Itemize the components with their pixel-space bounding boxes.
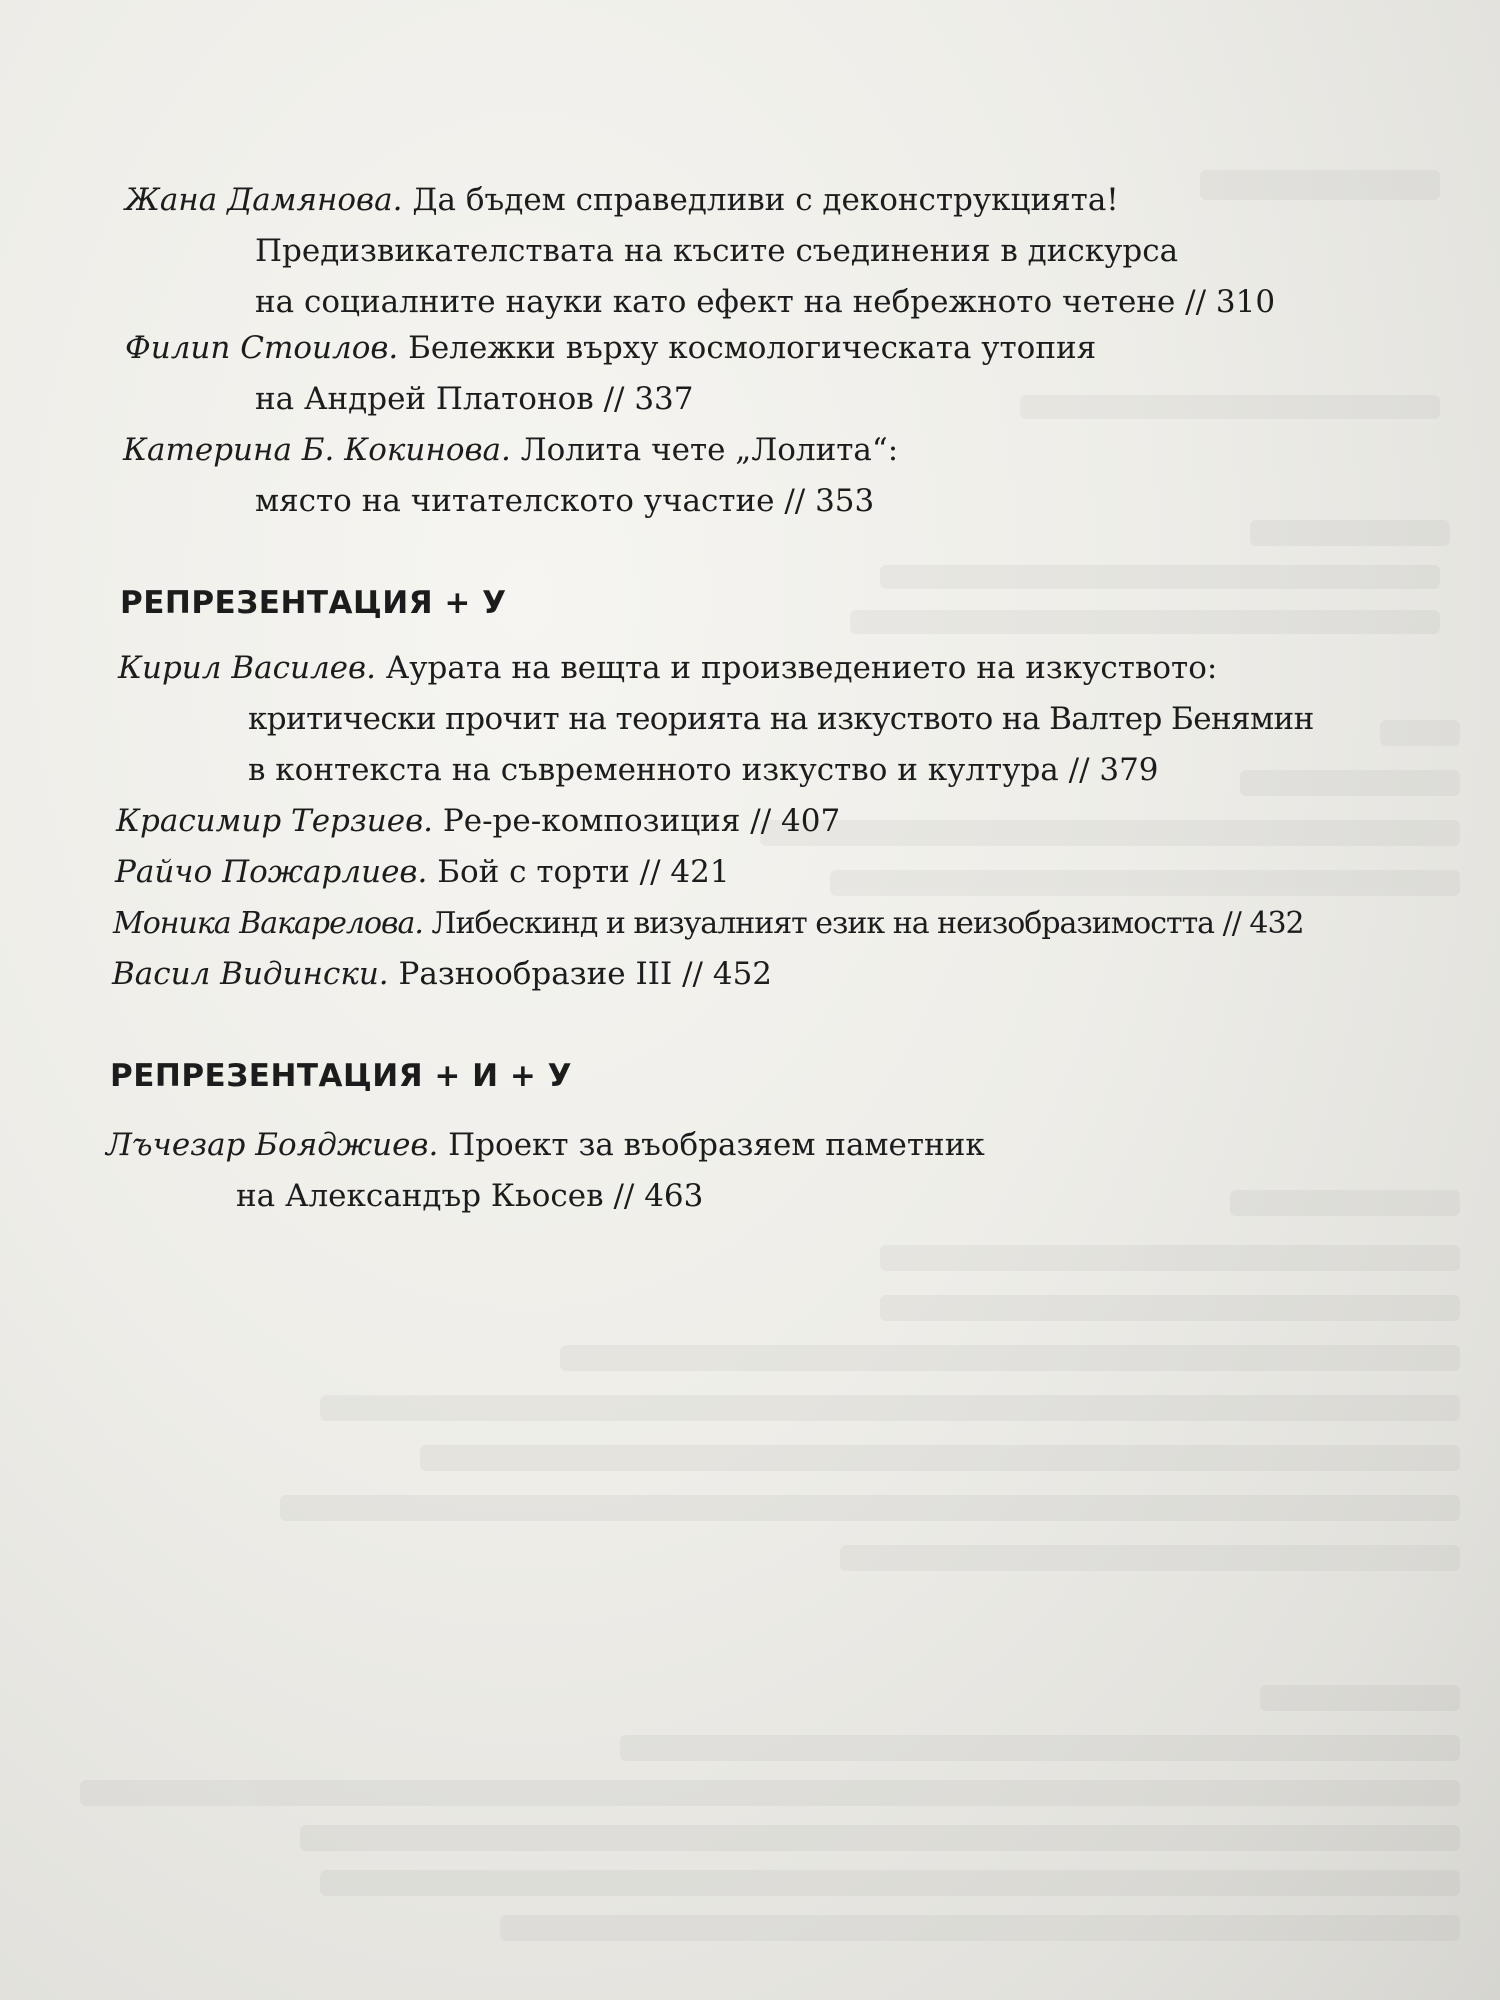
entry-author: Кирил Василев.	[118, 650, 376, 686]
entry-first-line	[106, 1120, 985, 1171]
toc-entry	[118, 643, 1314, 796]
entry-continuation: на Александър Кьосев // 463	[236, 1178, 704, 1214]
section-heading: РЕПРЕЗЕНТАЦИЯ + У	[120, 585, 507, 621]
toc-entry	[112, 949, 772, 1000]
section-heading: РЕПРЕЗЕНТАЦИЯ + И + У	[110, 1058, 573, 1094]
entry-continuation: място на читателското участие // 353	[255, 483, 875, 519]
entry-author: Филип Стоилов.	[125, 330, 399, 366]
entry-first-line	[113, 898, 1304, 949]
entry-first-line	[118, 643, 1314, 694]
entry-author: Лъчезар Бояджиев.	[106, 1127, 439, 1163]
entry-continuation: на социалните науки като ефект на небрежното четене // 310	[255, 284, 1276, 320]
toc-entry	[116, 796, 840, 847]
entry-continuation: в контекста на съвременното изкуство и култура // 379	[248, 752, 1159, 788]
entry-author: Моника Вакарелова.	[113, 906, 423, 941]
entry-title: Лолита чете „Лолита“:	[520, 432, 899, 468]
toc-entry	[106, 1120, 985, 1222]
entry-title: Проект за въобразяем паметник	[448, 1127, 985, 1163]
entry-author: Райчо Пожарлиев.	[115, 854, 428, 890]
entry-first-line	[116, 796, 840, 847]
entry-author: Васил Видински.	[112, 956, 389, 992]
entry-first-line	[125, 323, 1096, 374]
entry-title: Разнообразие III // 452	[398, 956, 773, 992]
toc-entry	[115, 847, 730, 898]
toc-entry	[113, 898, 1304, 949]
entry-first-line	[115, 847, 730, 898]
entry-title: Бележки върху космологическата утопия	[408, 330, 1097, 366]
toc-entry	[123, 425, 898, 527]
entry-title: Либескинд и визуалният език на неизобразимостта // 432	[431, 906, 1304, 941]
entry-first-line	[123, 425, 898, 476]
entry-title: Бой с торти // 421	[437, 854, 730, 890]
entry-author: Катерина Б. Кокинова.	[123, 432, 511, 468]
entry-continuation: Предизвикателствата на късите съединения в дискурса	[255, 233, 1179, 269]
entry-author: Красимир Терзиев.	[116, 803, 433, 839]
entry-first-line	[125, 175, 1275, 226]
entry-title: Ре-ре-композиция // 407	[442, 803, 841, 839]
entry-continuation: критически прочит на теорията на изкуството на Валтер Бенямин	[248, 701, 1314, 737]
toc-entry	[125, 175, 1275, 328]
entry-title: Да бъдем справедливи с деконструкцията!	[412, 182, 1119, 218]
toc-entry	[125, 323, 1096, 425]
entry-continuation: на Андрей Платонов // 337	[255, 381, 694, 417]
entry-first-line	[112, 949, 772, 1000]
entry-author: Жана Дамянова.	[125, 182, 403, 218]
entry-title: Аурата на вещта и произведението на изкуството:	[385, 650, 1218, 686]
